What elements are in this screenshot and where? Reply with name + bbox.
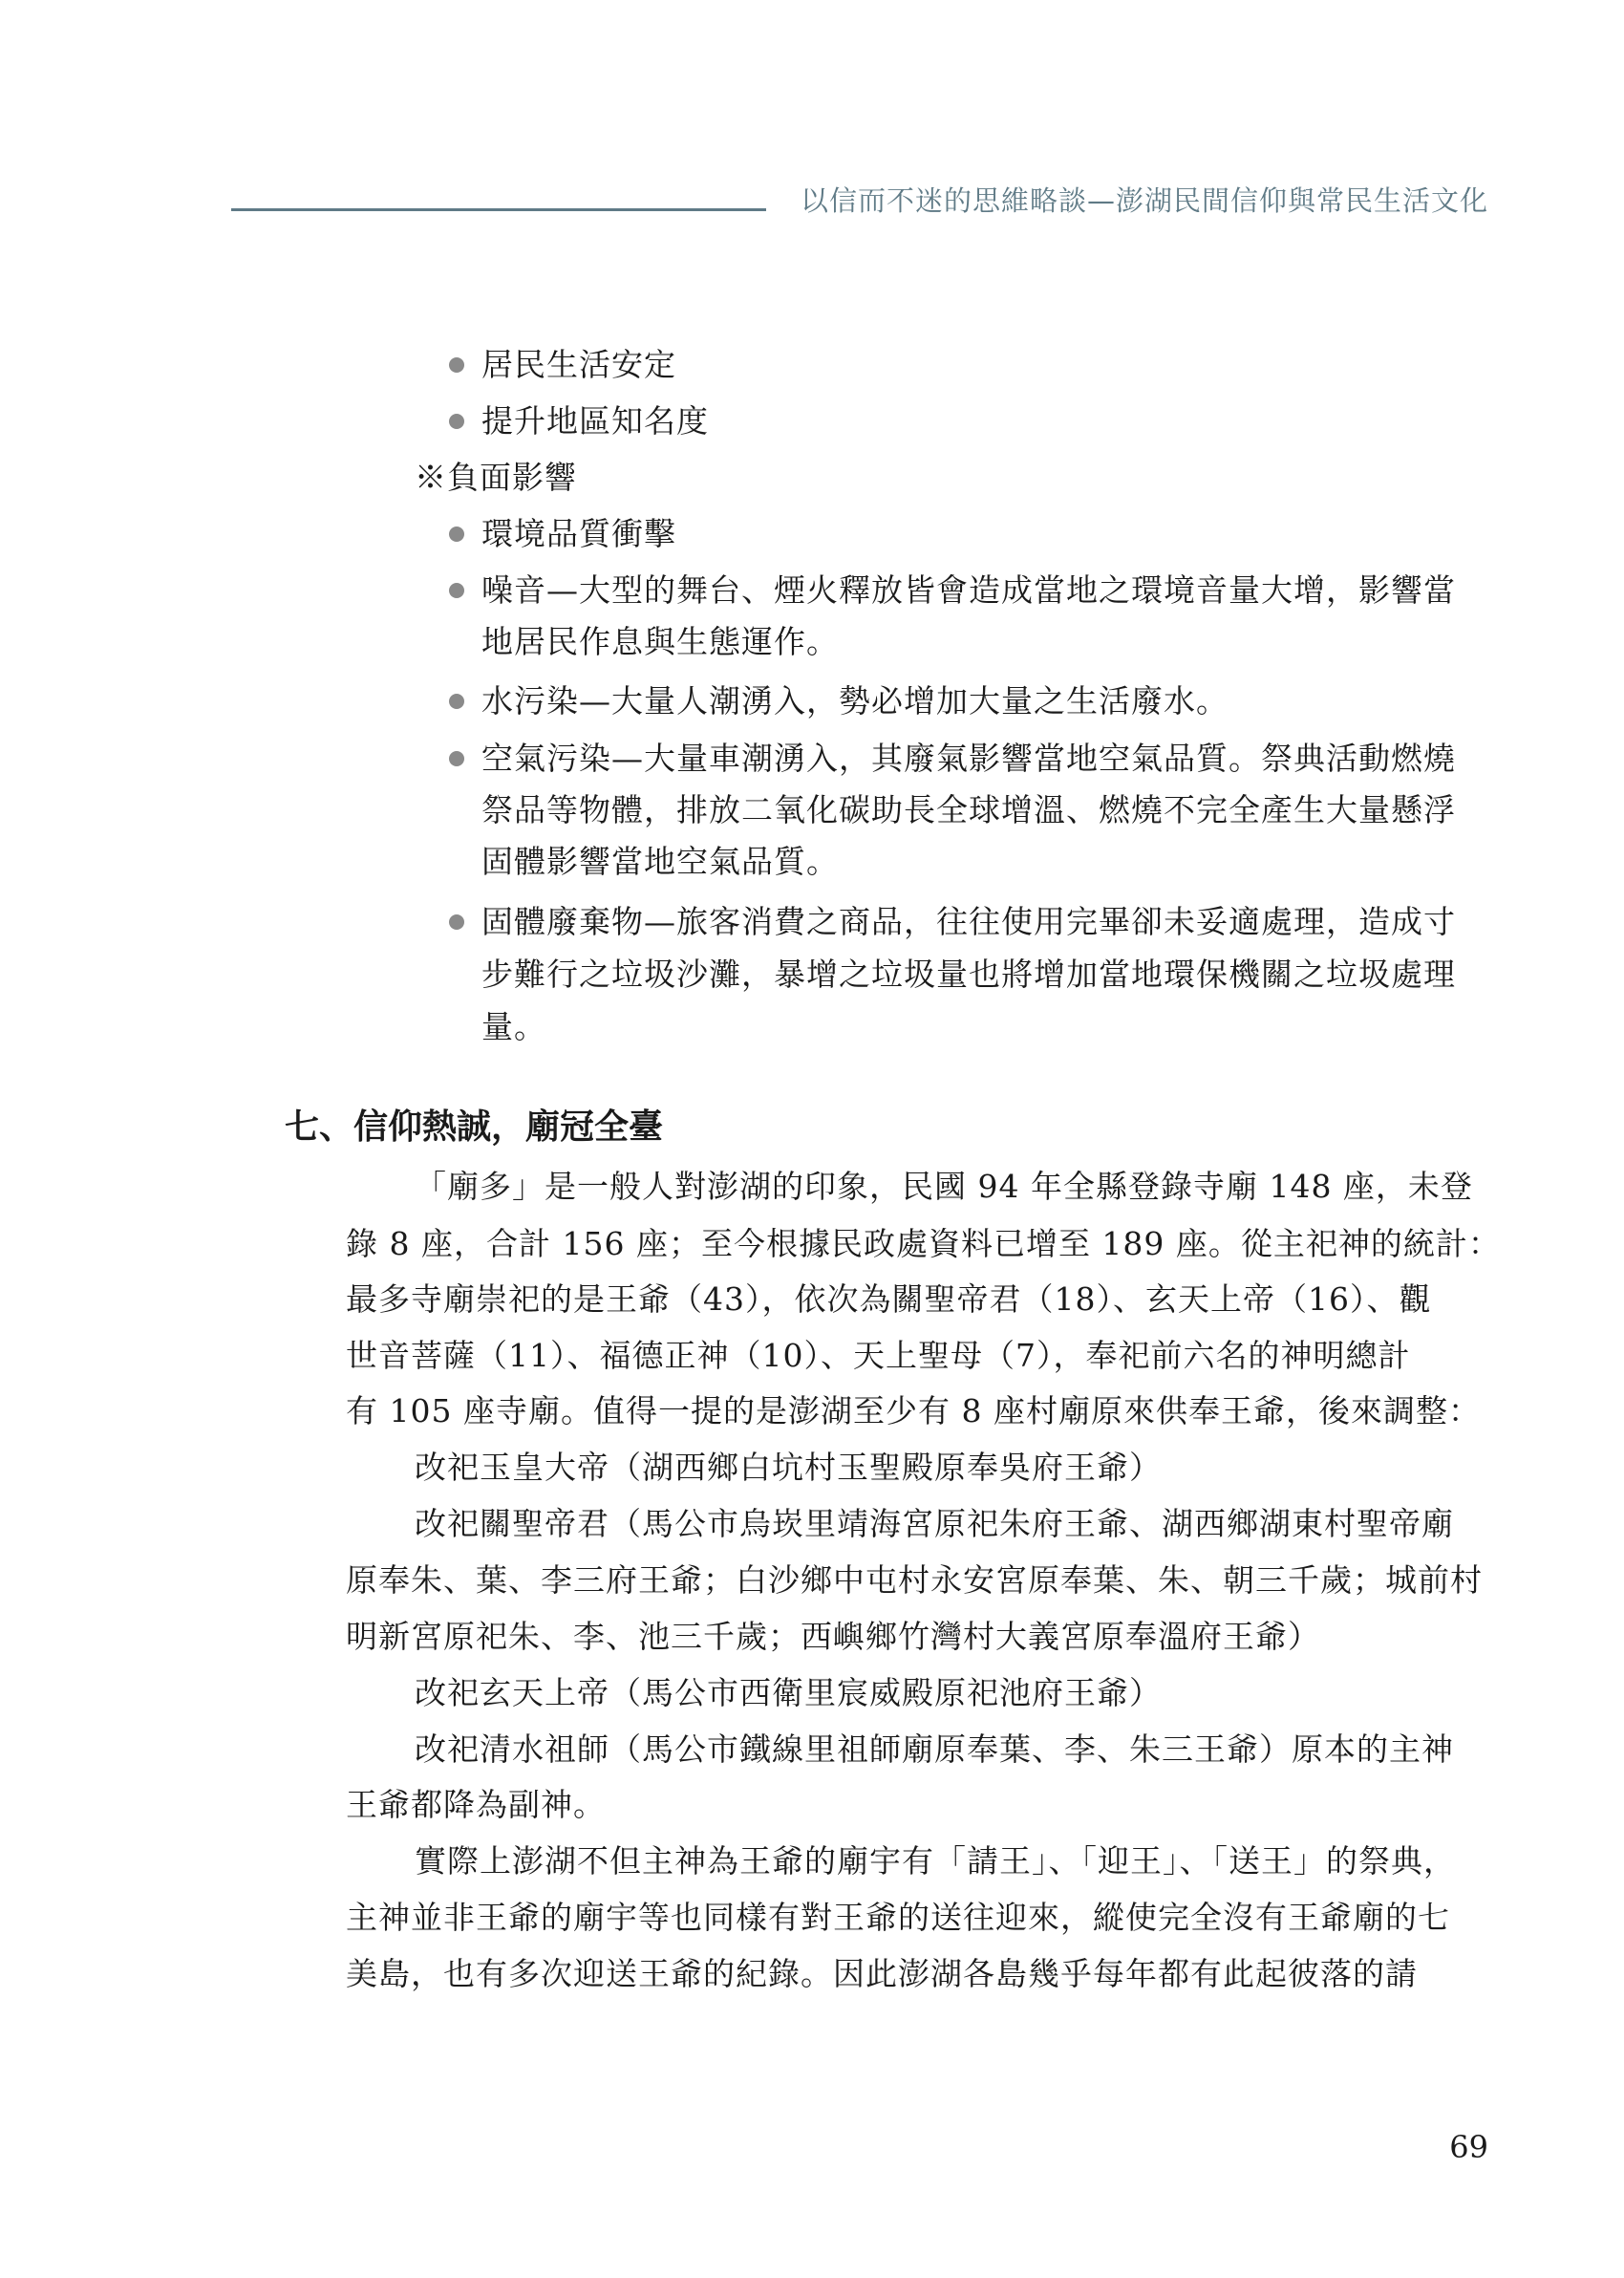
list-item-continuation: 地居民作息與生態運作。 xyxy=(481,623,839,660)
list-item: 提升地區知名度 xyxy=(481,402,709,440)
list-item-continuation: 步難行之垃圾沙灘，暴增之垃圾量也將增加當地環保機關之垃圾處理 xyxy=(481,956,1456,993)
section-heading: 七、信仰熱誠，廟冠全臺 xyxy=(285,1107,664,1147)
paragraph-line: 有 105 座寺廟。值得一提的是澎湖至少有 8 座村廟原來供奉王爺，後來調整： xyxy=(346,1392,1481,1429)
paragraph-line: 原奉朱、葉、李三府王爺；白沙鄉中屯村永安宮原奉葉、朱、朝三千歲；城前村 xyxy=(346,1561,1483,1599)
bullet-dot xyxy=(449,414,464,429)
bullet-dot xyxy=(449,751,464,766)
list-item-continuation: 祭品等物體，排放二氧化碳助長全球增溫、燃燒不完全產生大量懸浮 xyxy=(481,791,1456,828)
list-item: 水污染—大量人潮湧入，勢必增加大量之生活廢水。 xyxy=(481,682,1229,720)
bullet-dot xyxy=(449,357,464,373)
list-item: 環境品質衝擊 xyxy=(481,515,676,552)
list-item: 噪音—大型的舞台、煙火釋放皆會造成當地之環境音量大增，影響當 xyxy=(481,571,1456,609)
paragraph-line: 改祀清水祖師（馬公市鐵線里祖師廟原奉葉、李、朱三王爺）原本的主神 xyxy=(415,1730,1454,1768)
paragraph-line: 改祀關聖帝君（馬公市烏崁里靖海宮原祀朱府王爺、湖西鄉湖東村聖帝廟 xyxy=(415,1505,1454,1542)
paragraph-line: 明新宮原祀朱、李、池三千歲；西嶼鄉竹灣村大義宮原奉溫府王爺） xyxy=(346,1618,1320,1655)
paragraph-line: 改祀玉皇大帝（湖西鄉白坑村玉聖殿原奉吳府王爺） xyxy=(415,1449,1162,1486)
paragraph-line: 改祀玄天上帝（馬公市西衛里宸威殿原祀池府王爺） xyxy=(415,1674,1162,1711)
bullet-dot xyxy=(449,583,464,598)
paragraph-line: 王爺都降為副神。 xyxy=(346,1786,606,1823)
negative-title: ※負面影響 xyxy=(415,459,577,496)
running-head: 以信而不迷的思維略談—澎湖民間信仰與常民生活文化 xyxy=(800,184,1488,217)
paragraph-line: 主神並非王爺的廟宇等也同樣有對王爺的送往迎來，縱使完全沒有王爺廟的七 xyxy=(346,1899,1450,1936)
list-item-continuation: 量。 xyxy=(481,1008,546,1045)
list-item: 居民生活安定 xyxy=(481,346,676,383)
paragraph-line: 世音菩薩（11）、福德正神（10）、天上聖母（7），奉祀前六名的神明總計 xyxy=(346,1337,1411,1374)
paragraph-line: 最多寺廟崇祀的是王爺（43），依次為關聖帝君（18）、玄天上帝（16）、觀 xyxy=(346,1280,1432,1318)
paragraph-line: 「廟多」是一般人對澎湖的印象，民國 94 年全縣登錄寺廟 148 座，未登 xyxy=(415,1168,1473,1205)
bullet-dot xyxy=(449,527,464,542)
paragraph-line: 實際上澎湖不但主神為王爺的廟宇有「請王」、「迎王」、「送王」的祭典， xyxy=(415,1842,1456,1880)
header-rule xyxy=(231,208,766,211)
bullet-dot xyxy=(449,914,464,930)
list-item: 固體廢棄物—旅客消費之商品，往往使用完畢卻未妥適處理，造成寸 xyxy=(481,903,1456,940)
page-number: 69 xyxy=(1449,2129,1488,2165)
paragraph-line: 錄 8 座，合計 156 座；至今根據民政處資料已增至 189 座。從主祀神的統計： xyxy=(346,1225,1501,1262)
list-item: 空氣污染—大量車潮湧入，其廢氣影響當地空氣品質。祭典活動燃燒 xyxy=(481,740,1456,777)
paragraph-line: 美島，也有多次迎送王爺的紀錄。因此澎湖各島幾乎每年都有此起彼落的請 xyxy=(346,1955,1418,1992)
bullet-dot xyxy=(449,694,464,709)
list-item-continuation: 固體影響當地空氣品質。 xyxy=(481,843,839,880)
